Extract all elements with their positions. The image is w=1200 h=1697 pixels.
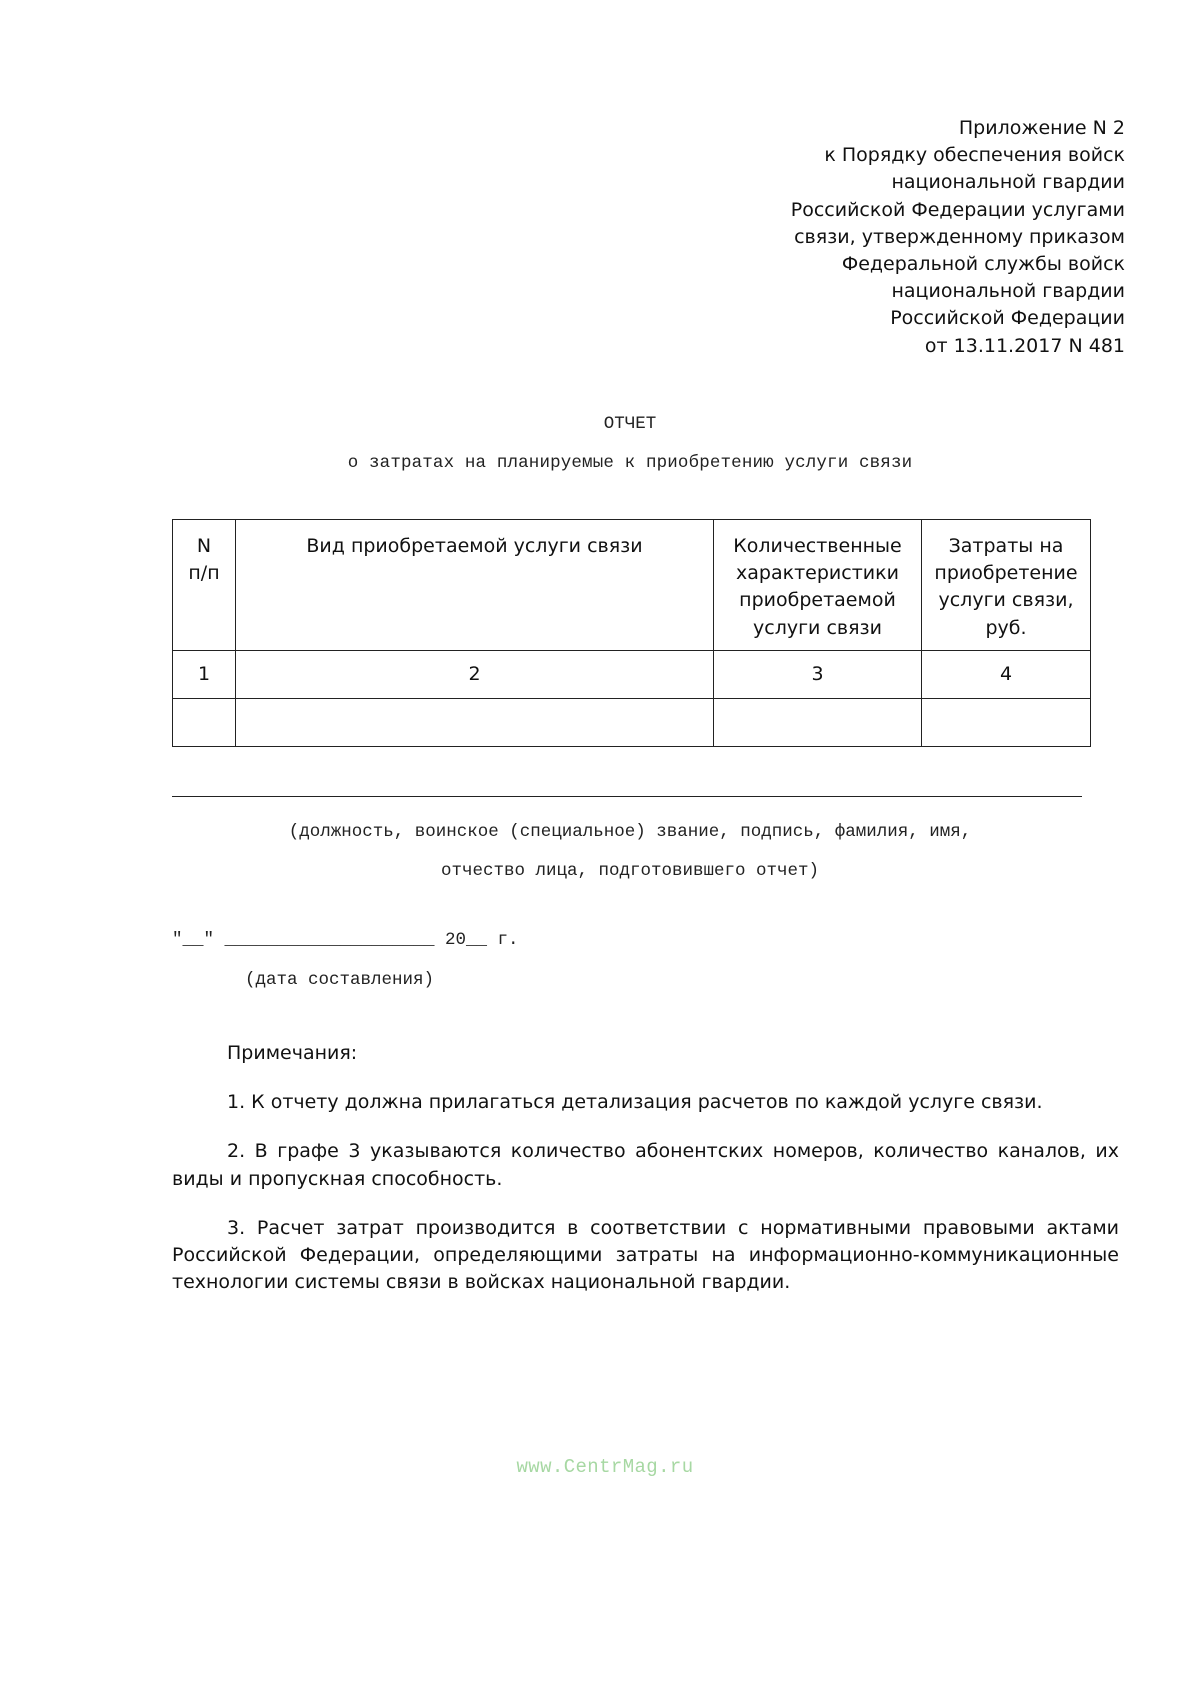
date-line: "__" ____________________ 20__ г. bbox=[172, 930, 519, 950]
appendix-header bbox=[705, 115, 1125, 360]
appendix-line: от 13.11.2017 N 481 bbox=[924, 334, 1125, 357]
appendix-line: к Порядку обеспечения войск bbox=[824, 144, 1125, 167]
empty-cell bbox=[236, 698, 714, 746]
column-number-cell: 2 bbox=[236, 650, 714, 698]
empty-cell bbox=[173, 698, 236, 746]
appendix-line: национальной гвардии bbox=[891, 171, 1125, 194]
signature-caption bbox=[0, 813, 1200, 891]
header-costs: Затраты на приобретение услуги связи, руб. bbox=[922, 520, 1091, 651]
cost-table bbox=[172, 519, 1091, 747]
column-number-cell: 4 bbox=[922, 650, 1091, 698]
note-item: 3. Расчет затрат производится в соответствии с нормативными правовыми актами Российской Федерации, определяющими затраты на информационно-коммуникационные технологии системы связи в войсках национальной гвардии. bbox=[172, 1216, 1119, 1294]
note-item: 2. В графе 3 указываются количество абонентских номеров, количество каналов, их виды и пропускная способность. bbox=[172, 1140, 1119, 1190]
empty-cell bbox=[922, 698, 1091, 746]
appendix-line: Российской Федерации bbox=[890, 307, 1125, 330]
column-number-cell: 3 bbox=[714, 650, 922, 698]
table-row bbox=[173, 650, 1091, 698]
date-caption: (дата составления) bbox=[245, 970, 435, 990]
watermark: www.CentrMag.ru bbox=[516, 1456, 694, 1478]
appendix-line: национальной гвардии bbox=[891, 280, 1125, 303]
signature-line bbox=[172, 796, 1082, 797]
appendix-line: Федеральной службы войск bbox=[841, 253, 1125, 276]
empty-cell bbox=[714, 698, 922, 746]
appendix-line: Российской Федерации услугами bbox=[790, 198, 1125, 221]
notes-section bbox=[172, 1040, 1119, 1296]
appendix-line: Приложение N 2 bbox=[958, 117, 1125, 139]
signature-caption-line: (должность, воинское (специальное) звание, подпись, фамилия, имя, bbox=[288, 822, 972, 842]
report-subtitle: о затратах на планируемые к приобретению услуги связи bbox=[347, 453, 913, 473]
report-title: ОТЧЕТ bbox=[603, 414, 657, 434]
table-header-row bbox=[173, 520, 1091, 651]
signature-caption-line: отчество лица, подготовившего отчет) bbox=[440, 861, 820, 881]
notes-title: Примечания: bbox=[227, 1042, 358, 1064]
table-row bbox=[173, 698, 1091, 746]
column-number-cell: 1 bbox=[173, 650, 236, 698]
header-number: N п/п bbox=[173, 520, 236, 651]
header-quantitative: Количественные характеристики приобретаемой услуги связи bbox=[714, 520, 922, 651]
note-item: 1. К отчету должна прилагаться детализация расчетов по каждой услуге связи. bbox=[227, 1091, 1043, 1114]
appendix-line: связи, утвержденному приказом bbox=[794, 225, 1125, 248]
header-service-type: Вид приобретаемой услуги связи bbox=[236, 520, 714, 651]
